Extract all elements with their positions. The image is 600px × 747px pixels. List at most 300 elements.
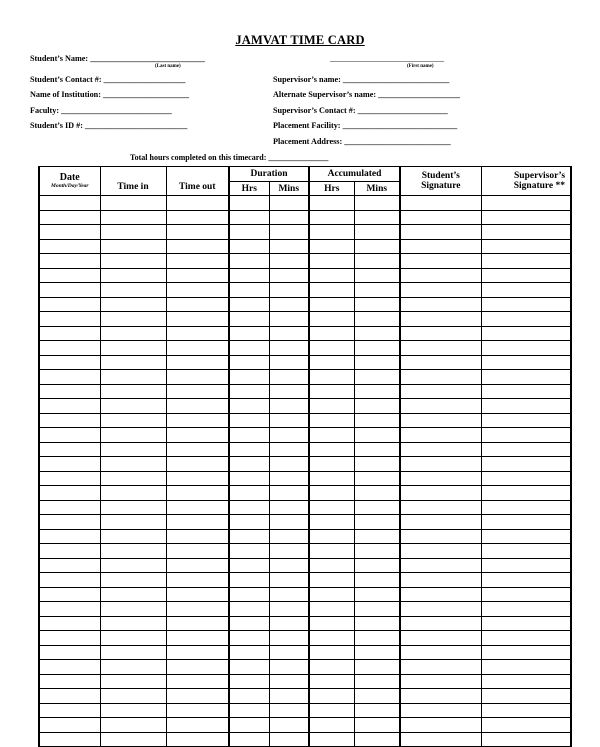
time-out-cell[interactable] bbox=[166, 254, 229, 269]
accumulated-hrs-cell[interactable] bbox=[309, 471, 354, 486]
accumulated-hrs-cell[interactable] bbox=[309, 283, 354, 298]
placement-address-field[interactable]: Placement Address: __________________________ bbox=[273, 137, 451, 146]
time-in-cell[interactable] bbox=[100, 341, 166, 356]
student-signature-cell[interactable] bbox=[400, 196, 481, 211]
time-out-cell[interactable] bbox=[166, 689, 229, 704]
date-cell[interactable] bbox=[39, 471, 100, 486]
date-cell[interactable] bbox=[39, 196, 100, 211]
supervisor-signature-cell[interactable] bbox=[481, 544, 571, 559]
date-cell[interactable] bbox=[39, 210, 100, 225]
duration-mins-cell[interactable] bbox=[269, 196, 309, 211]
duration-hrs-cell[interactable] bbox=[229, 486, 269, 501]
date-cell[interactable] bbox=[39, 660, 100, 675]
time-out-cell[interactable] bbox=[166, 297, 229, 312]
time-out-cell[interactable] bbox=[166, 442, 229, 457]
supervisor-signature-cell[interactable] bbox=[481, 486, 571, 501]
duration-mins-cell[interactable] bbox=[269, 674, 309, 689]
duration-hrs-cell[interactable] bbox=[229, 515, 269, 530]
duration-hrs-cell[interactable] bbox=[229, 428, 269, 443]
time-out-cell[interactable] bbox=[166, 196, 229, 211]
accumulated-hrs-cell[interactable] bbox=[309, 268, 354, 283]
date-cell[interactable] bbox=[39, 370, 100, 385]
date-cell[interactable] bbox=[39, 587, 100, 602]
accumulated-mins-cell[interactable] bbox=[354, 471, 400, 486]
time-in-cell[interactable] bbox=[100, 428, 166, 443]
accumulated-mins-cell[interactable] bbox=[354, 297, 400, 312]
student-signature-cell[interactable] bbox=[400, 587, 481, 602]
date-cell[interactable] bbox=[39, 529, 100, 544]
duration-mins-cell[interactable] bbox=[269, 645, 309, 660]
time-in-cell[interactable] bbox=[100, 500, 166, 515]
accumulated-hrs-cell[interactable] bbox=[309, 645, 354, 660]
duration-mins-cell[interactable] bbox=[269, 326, 309, 341]
time-out-cell[interactable] bbox=[166, 703, 229, 718]
time-out-cell[interactable] bbox=[166, 573, 229, 588]
duration-hrs-cell[interactable] bbox=[229, 341, 269, 356]
time-out-cell[interactable] bbox=[166, 602, 229, 617]
student-signature-cell[interactable] bbox=[400, 674, 481, 689]
date-cell[interactable] bbox=[39, 225, 100, 240]
student-signature-cell[interactable] bbox=[400, 689, 481, 704]
supervisor-signature-cell[interactable] bbox=[481, 442, 571, 457]
accumulated-mins-cell[interactable] bbox=[354, 210, 400, 225]
duration-mins-cell[interactable] bbox=[269, 413, 309, 428]
time-out-cell[interactable] bbox=[166, 674, 229, 689]
duration-hrs-cell[interactable] bbox=[229, 703, 269, 718]
duration-hrs-cell[interactable] bbox=[229, 674, 269, 689]
time-in-cell[interactable] bbox=[100, 312, 166, 327]
date-cell[interactable] bbox=[39, 703, 100, 718]
student-signature-cell[interactable] bbox=[400, 732, 481, 747]
duration-hrs-cell[interactable] bbox=[229, 544, 269, 559]
accumulated-mins-cell[interactable] bbox=[354, 602, 400, 617]
student-signature-cell[interactable] bbox=[400, 370, 481, 385]
duration-hrs-cell[interactable] bbox=[229, 413, 269, 428]
accumulated-mins-cell[interactable] bbox=[354, 645, 400, 660]
time-in-cell[interactable] bbox=[100, 254, 166, 269]
time-out-cell[interactable] bbox=[166, 413, 229, 428]
student-signature-cell[interactable] bbox=[400, 703, 481, 718]
student-signature-cell[interactable] bbox=[400, 573, 481, 588]
time-out-cell[interactable] bbox=[166, 268, 229, 283]
supervisor-signature-cell[interactable] bbox=[481, 384, 571, 399]
date-cell[interactable] bbox=[39, 573, 100, 588]
date-cell[interactable] bbox=[39, 428, 100, 443]
date-cell[interactable] bbox=[39, 515, 100, 530]
duration-mins-cell[interactable] bbox=[269, 500, 309, 515]
time-in-cell[interactable] bbox=[100, 196, 166, 211]
supervisor-signature-cell[interactable] bbox=[481, 515, 571, 530]
supervisor-signature-cell[interactable] bbox=[481, 500, 571, 515]
accumulated-mins-cell[interactable] bbox=[354, 413, 400, 428]
supervisor-signature-cell[interactable] bbox=[481, 558, 571, 573]
duration-mins-cell[interactable] bbox=[269, 254, 309, 269]
time-out-cell[interactable] bbox=[166, 326, 229, 341]
time-in-cell[interactable] bbox=[100, 370, 166, 385]
accumulated-mins-cell[interactable] bbox=[354, 703, 400, 718]
duration-mins-cell[interactable] bbox=[269, 471, 309, 486]
duration-mins-cell[interactable] bbox=[269, 268, 309, 283]
duration-mins-cell[interactable] bbox=[269, 297, 309, 312]
supervisor-signature-cell[interactable] bbox=[481, 645, 571, 660]
time-in-cell[interactable] bbox=[100, 210, 166, 225]
student-signature-cell[interactable] bbox=[400, 457, 481, 472]
accumulated-hrs-cell[interactable] bbox=[309, 674, 354, 689]
date-cell[interactable] bbox=[39, 544, 100, 559]
accumulated-mins-cell[interactable] bbox=[354, 529, 400, 544]
date-cell[interactable] bbox=[39, 486, 100, 501]
duration-mins-cell[interactable] bbox=[269, 703, 309, 718]
time-in-cell[interactable] bbox=[100, 268, 166, 283]
accumulated-hrs-cell[interactable] bbox=[309, 689, 354, 704]
accumulated-hrs-cell[interactable] bbox=[309, 254, 354, 269]
date-cell[interactable] bbox=[39, 312, 100, 327]
accumulated-mins-cell[interactable] bbox=[354, 254, 400, 269]
date-cell[interactable] bbox=[39, 631, 100, 646]
duration-hrs-cell[interactable] bbox=[229, 660, 269, 675]
time-out-cell[interactable] bbox=[166, 500, 229, 515]
student-signature-cell[interactable] bbox=[400, 225, 481, 240]
accumulated-mins-cell[interactable] bbox=[354, 283, 400, 298]
supervisor-signature-cell[interactable] bbox=[481, 529, 571, 544]
faculty-field[interactable]: Faculty: ___________________________ bbox=[30, 106, 172, 115]
duration-mins-cell[interactable] bbox=[269, 515, 309, 530]
date-cell[interactable] bbox=[39, 341, 100, 356]
duration-mins-cell[interactable] bbox=[269, 210, 309, 225]
student-signature-cell[interactable] bbox=[400, 413, 481, 428]
accumulated-hrs-cell[interactable] bbox=[309, 297, 354, 312]
accumulated-mins-cell[interactable] bbox=[354, 196, 400, 211]
student-signature-cell[interactable] bbox=[400, 529, 481, 544]
student-signature-cell[interactable] bbox=[400, 268, 481, 283]
accumulated-mins-cell[interactable] bbox=[354, 558, 400, 573]
time-in-cell[interactable] bbox=[100, 703, 166, 718]
accumulated-hrs-cell[interactable] bbox=[309, 631, 354, 646]
student-signature-cell[interactable] bbox=[400, 631, 481, 646]
duration-hrs-cell[interactable] bbox=[229, 225, 269, 240]
supervisor-signature-cell[interactable] bbox=[481, 297, 571, 312]
date-cell[interactable] bbox=[39, 500, 100, 515]
date-cell[interactable] bbox=[39, 616, 100, 631]
duration-hrs-cell[interactable] bbox=[229, 442, 269, 457]
supervisor-signature-cell[interactable] bbox=[481, 312, 571, 327]
time-in-cell[interactable] bbox=[100, 355, 166, 370]
accumulated-hrs-cell[interactable] bbox=[309, 370, 354, 385]
duration-mins-cell[interactable] bbox=[269, 225, 309, 240]
time-out-cell[interactable] bbox=[166, 341, 229, 356]
date-cell[interactable] bbox=[39, 399, 100, 414]
time-out-cell[interactable] bbox=[166, 457, 229, 472]
supervisor-signature-cell[interactable] bbox=[481, 616, 571, 631]
accumulated-mins-cell[interactable] bbox=[354, 239, 400, 254]
accumulated-mins-cell[interactable] bbox=[354, 312, 400, 327]
accumulated-hrs-cell[interactable] bbox=[309, 732, 354, 747]
supervisor-signature-cell[interactable] bbox=[481, 355, 571, 370]
accumulated-mins-cell[interactable] bbox=[354, 631, 400, 646]
accumulated-mins-cell[interactable] bbox=[354, 732, 400, 747]
time-in-cell[interactable] bbox=[100, 297, 166, 312]
date-cell[interactable] bbox=[39, 689, 100, 704]
duration-mins-cell[interactable] bbox=[269, 370, 309, 385]
accumulated-hrs-cell[interactable] bbox=[309, 239, 354, 254]
accumulated-mins-cell[interactable] bbox=[354, 326, 400, 341]
time-in-cell[interactable] bbox=[100, 544, 166, 559]
placement-facility-field[interactable]: Placement Facility: ____________________________ bbox=[273, 121, 458, 130]
accumulated-hrs-cell[interactable] bbox=[309, 573, 354, 588]
time-in-cell[interactable] bbox=[100, 602, 166, 617]
time-out-cell[interactable] bbox=[166, 616, 229, 631]
time-in-cell[interactable] bbox=[100, 225, 166, 240]
student-signature-cell[interactable] bbox=[400, 428, 481, 443]
duration-mins-cell[interactable] bbox=[269, 312, 309, 327]
time-out-cell[interactable] bbox=[166, 486, 229, 501]
duration-hrs-cell[interactable] bbox=[229, 399, 269, 414]
date-cell[interactable] bbox=[39, 558, 100, 573]
date-cell[interactable] bbox=[39, 732, 100, 747]
time-in-cell[interactable] bbox=[100, 457, 166, 472]
duration-mins-cell[interactable] bbox=[269, 355, 309, 370]
accumulated-mins-cell[interactable] bbox=[354, 616, 400, 631]
student-signature-cell[interactable] bbox=[400, 297, 481, 312]
duration-hrs-cell[interactable] bbox=[229, 283, 269, 298]
supervisor-signature-cell[interactable] bbox=[481, 602, 571, 617]
accumulated-hrs-cell[interactable] bbox=[309, 515, 354, 530]
supervisor-signature-cell[interactable] bbox=[481, 239, 571, 254]
supervisor-signature-cell[interactable] bbox=[481, 225, 571, 240]
time-out-cell[interactable] bbox=[166, 471, 229, 486]
duration-mins-cell[interactable] bbox=[269, 486, 309, 501]
date-cell[interactable] bbox=[39, 297, 100, 312]
accumulated-hrs-cell[interactable] bbox=[309, 341, 354, 356]
date-cell[interactable] bbox=[39, 602, 100, 617]
time-in-cell[interactable] bbox=[100, 515, 166, 530]
accumulated-hrs-cell[interactable] bbox=[309, 602, 354, 617]
student-signature-cell[interactable] bbox=[400, 326, 481, 341]
duration-hrs-cell[interactable] bbox=[229, 732, 269, 747]
time-out-cell[interactable] bbox=[166, 384, 229, 399]
accumulated-hrs-cell[interactable] bbox=[309, 210, 354, 225]
duration-hrs-cell[interactable] bbox=[229, 631, 269, 646]
time-out-cell[interactable] bbox=[166, 645, 229, 660]
duration-hrs-cell[interactable] bbox=[229, 602, 269, 617]
student-signature-cell[interactable] bbox=[400, 355, 481, 370]
supervisor-signature-cell[interactable] bbox=[481, 631, 571, 646]
accumulated-hrs-cell[interactable] bbox=[309, 442, 354, 457]
accumulated-hrs-cell[interactable] bbox=[309, 413, 354, 428]
time-out-cell[interactable] bbox=[166, 283, 229, 298]
accumulated-mins-cell[interactable] bbox=[354, 225, 400, 240]
time-out-cell[interactable] bbox=[166, 428, 229, 443]
time-in-cell[interactable] bbox=[100, 558, 166, 573]
time-in-cell[interactable] bbox=[100, 486, 166, 501]
student-signature-cell[interactable] bbox=[400, 210, 481, 225]
total-hours-field[interactable]: Total hours completed on this timecard: _______________ bbox=[130, 153, 329, 162]
duration-mins-cell[interactable] bbox=[269, 239, 309, 254]
student-signature-cell[interactable] bbox=[400, 239, 481, 254]
accumulated-hrs-cell[interactable] bbox=[309, 225, 354, 240]
time-out-cell[interactable] bbox=[166, 225, 229, 240]
duration-hrs-cell[interactable] bbox=[229, 326, 269, 341]
accumulated-mins-cell[interactable] bbox=[354, 457, 400, 472]
student-signature-cell[interactable] bbox=[400, 399, 481, 414]
supervisor-name-field[interactable]: Supervisor’s name: __________________________ bbox=[273, 75, 450, 84]
accumulated-mins-cell[interactable] bbox=[354, 500, 400, 515]
date-cell[interactable] bbox=[39, 268, 100, 283]
accumulated-hrs-cell[interactable] bbox=[309, 660, 354, 675]
supervisor-signature-cell[interactable] bbox=[481, 674, 571, 689]
time-in-cell[interactable] bbox=[100, 674, 166, 689]
student-signature-cell[interactable] bbox=[400, 254, 481, 269]
time-in-cell[interactable] bbox=[100, 399, 166, 414]
duration-hrs-cell[interactable] bbox=[229, 457, 269, 472]
accumulated-hrs-cell[interactable] bbox=[309, 428, 354, 443]
accumulated-hrs-cell[interactable] bbox=[309, 312, 354, 327]
accumulated-mins-cell[interactable] bbox=[354, 674, 400, 689]
time-out-cell[interactable] bbox=[166, 515, 229, 530]
time-out-cell[interactable] bbox=[166, 732, 229, 747]
accumulated-hrs-cell[interactable] bbox=[309, 457, 354, 472]
student-signature-cell[interactable] bbox=[400, 500, 481, 515]
time-out-cell[interactable] bbox=[166, 399, 229, 414]
first-name-blank[interactable] bbox=[330, 54, 444, 64]
accumulated-hrs-cell[interactable] bbox=[309, 384, 354, 399]
accumulated-hrs-cell[interactable] bbox=[309, 616, 354, 631]
accumulated-mins-cell[interactable] bbox=[354, 384, 400, 399]
duration-hrs-cell[interactable] bbox=[229, 587, 269, 602]
student-signature-cell[interactable] bbox=[400, 660, 481, 675]
student-signature-cell[interactable] bbox=[400, 558, 481, 573]
duration-mins-cell[interactable] bbox=[269, 558, 309, 573]
supervisor-signature-cell[interactable] bbox=[481, 732, 571, 747]
supervisor-signature-cell[interactable] bbox=[481, 573, 571, 588]
time-out-cell[interactable] bbox=[166, 587, 229, 602]
date-cell[interactable] bbox=[39, 384, 100, 399]
duration-hrs-cell[interactable] bbox=[229, 689, 269, 704]
supervisor-signature-cell[interactable] bbox=[481, 428, 571, 443]
supervisor-signature-cell[interactable] bbox=[481, 268, 571, 283]
student-contact-field[interactable]: Student’s Contact #: ____________________ bbox=[30, 75, 186, 84]
accumulated-mins-cell[interactable] bbox=[354, 573, 400, 588]
duration-mins-cell[interactable] bbox=[269, 428, 309, 443]
supervisor-signature-cell[interactable] bbox=[481, 210, 571, 225]
duration-mins-cell[interactable] bbox=[269, 529, 309, 544]
time-in-cell[interactable] bbox=[100, 732, 166, 747]
duration-hrs-cell[interactable] bbox=[229, 645, 269, 660]
accumulated-hrs-cell[interactable] bbox=[309, 558, 354, 573]
time-in-cell[interactable] bbox=[100, 660, 166, 675]
time-in-cell[interactable] bbox=[100, 573, 166, 588]
time-out-cell[interactable] bbox=[166, 558, 229, 573]
time-in-cell[interactable] bbox=[100, 587, 166, 602]
duration-hrs-cell[interactable] bbox=[229, 297, 269, 312]
accumulated-mins-cell[interactable] bbox=[354, 428, 400, 443]
time-out-cell[interactable] bbox=[166, 660, 229, 675]
accumulated-mins-cell[interactable] bbox=[354, 486, 400, 501]
student-signature-cell[interactable] bbox=[400, 442, 481, 457]
accumulated-hrs-cell[interactable] bbox=[309, 399, 354, 414]
duration-mins-cell[interactable] bbox=[269, 341, 309, 356]
duration-mins-cell[interactable] bbox=[269, 602, 309, 617]
student-id-field[interactable]: Student’s ID #: _________________________ bbox=[30, 121, 188, 130]
accumulated-hrs-cell[interactable] bbox=[309, 500, 354, 515]
supervisor-signature-cell[interactable] bbox=[481, 399, 571, 414]
duration-mins-cell[interactable] bbox=[269, 660, 309, 675]
duration-mins-cell[interactable] bbox=[269, 457, 309, 472]
duration-mins-cell[interactable] bbox=[269, 544, 309, 559]
alternate-supervisor-field[interactable]: Alternate Supervisor’s name: ____________________ bbox=[273, 90, 461, 99]
time-in-cell[interactable] bbox=[100, 326, 166, 341]
time-out-cell[interactable] bbox=[166, 210, 229, 225]
date-cell[interactable] bbox=[39, 457, 100, 472]
time-out-cell[interactable] bbox=[166, 312, 229, 327]
duration-hrs-cell[interactable] bbox=[229, 558, 269, 573]
accumulated-mins-cell[interactable] bbox=[354, 399, 400, 414]
time-in-cell[interactable] bbox=[100, 239, 166, 254]
student-signature-cell[interactable] bbox=[400, 341, 481, 356]
student-signature-cell[interactable] bbox=[400, 602, 481, 617]
date-cell[interactable] bbox=[39, 645, 100, 660]
duration-hrs-cell[interactable] bbox=[229, 355, 269, 370]
supervisor-signature-cell[interactable] bbox=[481, 587, 571, 602]
duration-mins-cell[interactable] bbox=[269, 631, 309, 646]
student-signature-cell[interactable] bbox=[400, 544, 481, 559]
supervisor-signature-cell[interactable] bbox=[481, 471, 571, 486]
accumulated-hrs-cell[interactable] bbox=[309, 486, 354, 501]
time-out-cell[interactable] bbox=[166, 355, 229, 370]
supervisor-signature-cell[interactable] bbox=[481, 196, 571, 211]
duration-mins-cell[interactable] bbox=[269, 283, 309, 298]
student-signature-cell[interactable] bbox=[400, 486, 481, 501]
time-in-cell[interactable] bbox=[100, 471, 166, 486]
time-out-cell[interactable] bbox=[166, 544, 229, 559]
time-in-cell[interactable] bbox=[100, 616, 166, 631]
student-signature-cell[interactable] bbox=[400, 616, 481, 631]
date-cell[interactable] bbox=[39, 674, 100, 689]
accumulated-hrs-cell[interactable] bbox=[309, 196, 354, 211]
date-cell[interactable] bbox=[39, 355, 100, 370]
time-in-cell[interactable] bbox=[100, 631, 166, 646]
accumulated-mins-cell[interactable] bbox=[354, 355, 400, 370]
accumulated-hrs-cell[interactable] bbox=[309, 703, 354, 718]
time-in-cell[interactable] bbox=[100, 283, 166, 298]
duration-hrs-cell[interactable] bbox=[229, 268, 269, 283]
supervisor-signature-cell[interactable] bbox=[481, 341, 571, 356]
time-out-cell[interactable] bbox=[166, 370, 229, 385]
supervisor-signature-cell[interactable] bbox=[481, 660, 571, 675]
supervisor-contact-field[interactable]: Supervisor’s Contact #: ______________________ bbox=[273, 106, 448, 115]
accumulated-hrs-cell[interactable] bbox=[309, 544, 354, 559]
time-out-cell[interactable] bbox=[166, 239, 229, 254]
duration-hrs-cell[interactable] bbox=[229, 471, 269, 486]
accumulated-hrs-cell[interactable] bbox=[309, 587, 354, 602]
accumulated-hrs-cell[interactable] bbox=[309, 355, 354, 370]
duration-mins-cell[interactable] bbox=[269, 442, 309, 457]
student-signature-cell[interactable] bbox=[400, 283, 481, 298]
date-cell[interactable] bbox=[39, 442, 100, 457]
duration-hrs-cell[interactable] bbox=[229, 312, 269, 327]
supervisor-signature-cell[interactable] bbox=[481, 703, 571, 718]
student-signature-cell[interactable] bbox=[400, 645, 481, 660]
date-cell[interactable] bbox=[39, 283, 100, 298]
supervisor-signature-cell[interactable] bbox=[481, 326, 571, 341]
time-in-cell[interactable] bbox=[100, 689, 166, 704]
supervisor-signature-cell[interactable] bbox=[481, 283, 571, 298]
student-signature-cell[interactable] bbox=[400, 384, 481, 399]
accumulated-mins-cell[interactable] bbox=[354, 370, 400, 385]
supervisor-signature-cell[interactable] bbox=[481, 457, 571, 472]
accumulated-hrs-cell[interactable] bbox=[309, 529, 354, 544]
time-in-cell[interactable] bbox=[100, 413, 166, 428]
